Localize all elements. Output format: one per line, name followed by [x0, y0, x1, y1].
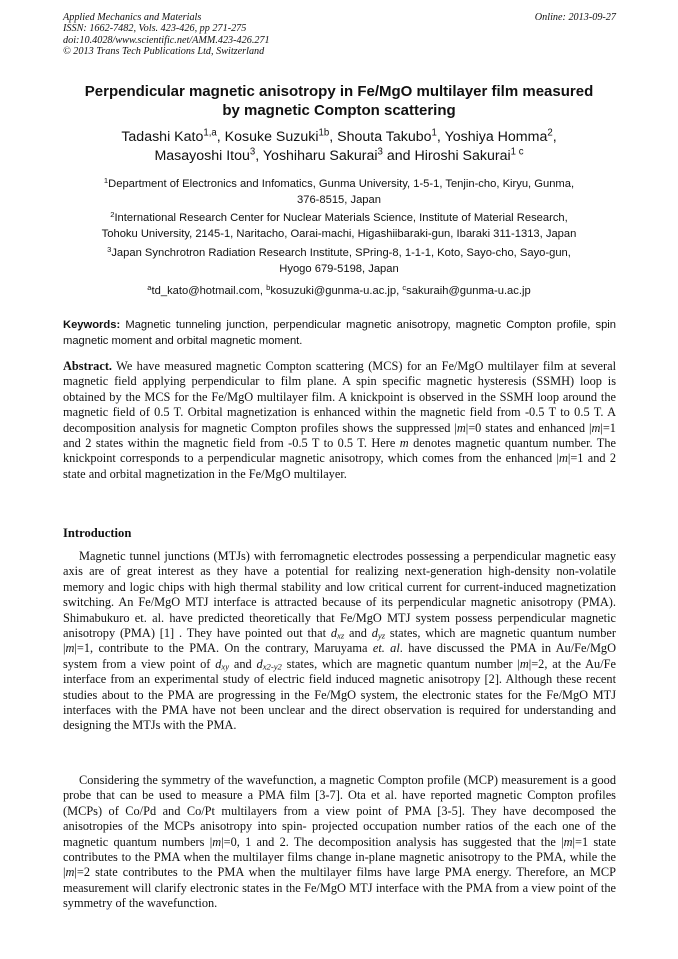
keywords	[63, 318, 616, 349]
author: Hiroshi Sakurai$^{1 c}$	[414, 146, 524, 164]
abstract-label: Abstract.	[63, 359, 113, 373]
author: Masayoshi Itou$^3$,	[154, 146, 263, 164]
email-a[interactable]: td_kato@hotmail.com,	[151, 285, 267, 297]
introduction-paragraph-2: Considering the symmetry of the wavefunction, a magnetic Compton profile (MCP) measurement is a good probe that can be used to measure a PMA film [3-7]. Ota et al. have reported magnetic Compton profiles (MCPs) of Co/Pd and Co/Pt multilayers from a view point of PMA [3-5]. They have decomposed the anisotropies of the MCPs anisotropy into spin- projected occupation number ratios of the each one of the magnetic quantum numbers |m|=0, 1 and 2. The decomposition analysis has suggested that the |m|=1 state contributes to the PMA when the multilayer films change in-plane magnetic anisotropy to the PMA, while the |m|=2 state contributes to the PMA when the multilayer films have large PMA energy. Therefore, an MCP measurement will clarify electronic states in the Fe/MgO MTJ interface with the PMA from a view point of the symmetry of the wavefunction.	[63, 773, 617, 911]
section-heading-introduction: Introduction	[63, 526, 132, 540]
issn: ISSN: 1662-7482, Vols. 423-426, pp 271-275	[63, 23, 247, 35]
affiliation-1: $^1$Department of Electronics and Infomatics, Gunma University, 1-5-1, Tenjin-cho, Kiryu, Gunma, 376-8515, Japan	[103, 175, 575, 207]
title-line-2: by magnetic Compton scattering	[222, 102, 456, 119]
author: Kosuke Suzuki$^{1b}$,	[224, 127, 338, 145]
online-date: Online: 2013-09-27	[534, 12, 616, 23]
email-line: $^a$td_kato@hotmail.com, $^b$kosuzuki@gunma-u.ac.jp, $^c$sakuraih@gunma-u.ac.jp	[147, 282, 531, 297]
abstract: Abstract. We have measured magnetic Compton scattering (MCS) for an Fe/MgO multilayer film at several magnetic field applying perpendicular to film plane. A spin specific magnetic hysteresis (SSMH) loop is obtained by the MCS for the Fe/MgO multilayer film. A knickpoint is observed in the SSMH loop around the magnetic field of 0.5 T. Orbital magnetization is enhanced within the magnetic field from -0.5 T to 0.5 T. A decomposition analysis for magnetic Compton profiles shows the suppressed |m|=0 states and enhanced |m|=1 and 2 states within the magnetic field from -0.5 T to 0.5 T. Here m denotes magnetic quantum number. The knickpoint corresponds to a perpendicular magnetic anisotropy, which comes from the enhanced |m|=1 and 2 state and orbital magnetization in the Fe/MgO multilayer.	[63, 359, 616, 481]
email-b[interactable]: kosuzuki@gunma-u.ac.jp,	[270, 285, 403, 297]
paper-title	[55, 82, 623, 120]
author: Shouta Takubo$^1$,	[337, 127, 445, 145]
author: Yoshiharu Sakurai$^3$ and	[262, 146, 415, 164]
author: Tadashi Kato$^{1,a}$,	[121, 127, 225, 145]
affiliation-2: $^2$International Research Center for Nuclear Materials Science, Institute of Material Research, Tohoku University, 2145-1, Naritacho, Oarai-machi, Higashiibaraki-gun, Ibaraki 311-1313, Japan	[101, 209, 577, 241]
title-line-1: Perpendicular magnetic anisotropy in Fe/MgO multilayer film measured	[84, 83, 594, 100]
journal-name: Applied Mechanics and Materials	[63, 12, 202, 23]
affiliation-3: $^3$Japan Synchrotron Radiation Research Institute, SPring-8, 1-1-1, Koto, Sayo-cho, Sayo-gun, Hyogo 679-5198, Japan	[107, 244, 571, 276]
copyright: © 2013 Trans Tech Publications Ltd, Switzerland	[63, 46, 265, 58]
journal-header	[63, 12, 616, 58]
author: Yoshiya Homma$^2$,	[444, 127, 557, 145]
keywords-text: Magnetic tunneling junction, perpendicular magnetic anisotropy, magnetic Compton profile, spin magnetic moment and orbital magnetic moment.	[63, 319, 616, 347]
doi[interactable]: doi:10.4028/www.scientific.net/AMM.423-426.271	[63, 34, 270, 46]
author-list	[55, 128, 623, 165]
introduction-paragraph-1: Magnetic tunnel junctions (MTJs) with ferromagnetic electrodes possessing a perpendicular magnetic easy axis are of great interest as they have a potential for realizing next-generation high-density non-volatile memory and logic chips with high thermal stability and low critical current for current-induced magnetization switching. An Fe/MgO MTJ interface is attracted because of its perpendicular magnetic anisotropy (PMA). Shimabukuro et. al. have predicted theoretically that Fe/MgO MTJ system possess perpendicular magnetic anisotropy (PMA) [1] . They have pointed out that $d_{xz}$ and $d_{yz}$ states, which are magnetic quantum number |m|=1, contribute to the PMA. On the contrary, Maruyama et. al. have discussed the PMA in Au/Fe/MgO system from a view point of $d_{xy}$ and $d_{x2-y2}$ states, which are magnetic quantum number |m|=2, at the Au/Fe interface from an experimental study of electric field induced magnetic anisotropy [2]. Although these recent studies about to the PMA are progressing in the Fe/MgO system, the electronic states for the Fe/MgO MTJ interfaces with the PMA have not been unclear and the direct observation is required for understanding and designing the MTJs with the PMA.	[63, 549, 617, 733]
keywords-label: Keywords:	[63, 319, 121, 331]
email-c[interactable]: sakuraih@gunma-u.ac.jp	[406, 285, 531, 297]
